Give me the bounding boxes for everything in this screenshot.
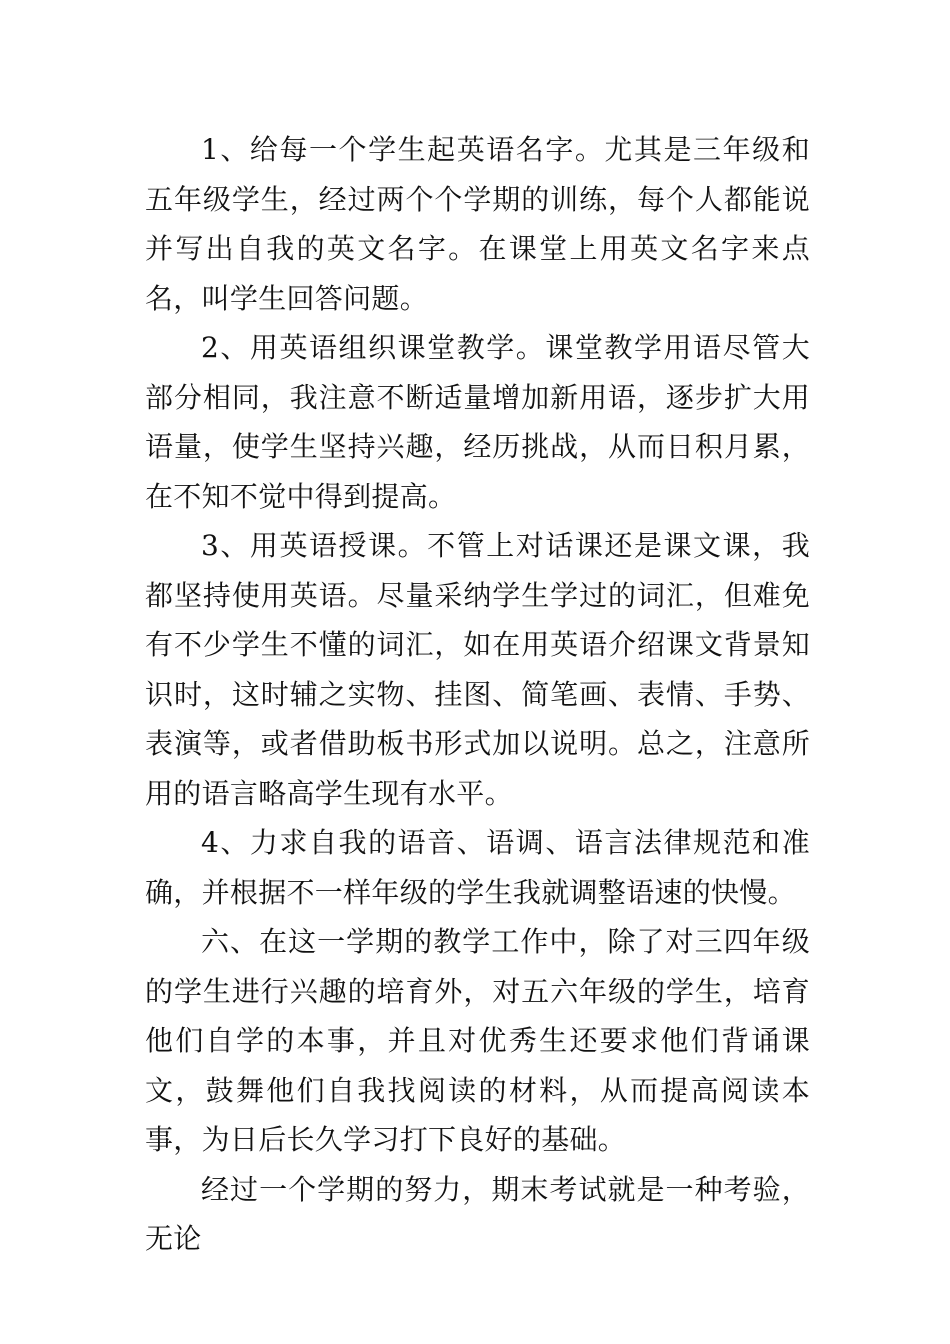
paragraph-3: 3、用英语授课。不管上对话课还是课文课，我都坚持使用英语。尽量采纳学生学过的词汇，但难免有不少学生不懂的词汇，如在用英语介绍课文背景知识时，这时辅之实物、挂图、简笔画、表情、手势、表演等，或者借助板书形式加以说明。总之，注意所用的语言略高学生现有水平。 <box>145 529 810 810</box>
paragraph-1: 1、给每一个学生起英语名字。尤其是三年级和五年级学生，经过两个个学期的训练，每个人都能说并写出自我的英文名字。在课堂上用英文名字来点名，叫学生回答问题。 <box>145 133 810 315</box>
paragraph-5: 六、在这一学期的教学工作中，除了对三四年级的学生进行兴趣的培育外，对五六年级的学生，培育他们自学的本事，并且对优秀生还要求他们背诵课文，鼓舞他们自我找阅读的材料，从而提高阅读本事，为日后长久学习打下良好的基础。 <box>145 925 810 1156</box>
paragraph-6: 经过一个学期的努力，期末考试就是一种考验，无论 <box>145 1172 810 1255</box>
paragraph-2: 2、用英语组织课堂教学。课堂教学用语尽管大部分相同，我注意不断适量增加新用语，逐步扩大用语量，使学生坚持兴趣，经历挑战，从而日积月累，在不知不觉中得到提高。 <box>145 331 810 513</box>
paragraph-4: 4、力求自我的语音、语调、语言法律规范和准确，并根据不一样年级的学生我就调整语速的快慢。 <box>145 826 810 909</box>
document-body <box>145 125 810 1264</box>
